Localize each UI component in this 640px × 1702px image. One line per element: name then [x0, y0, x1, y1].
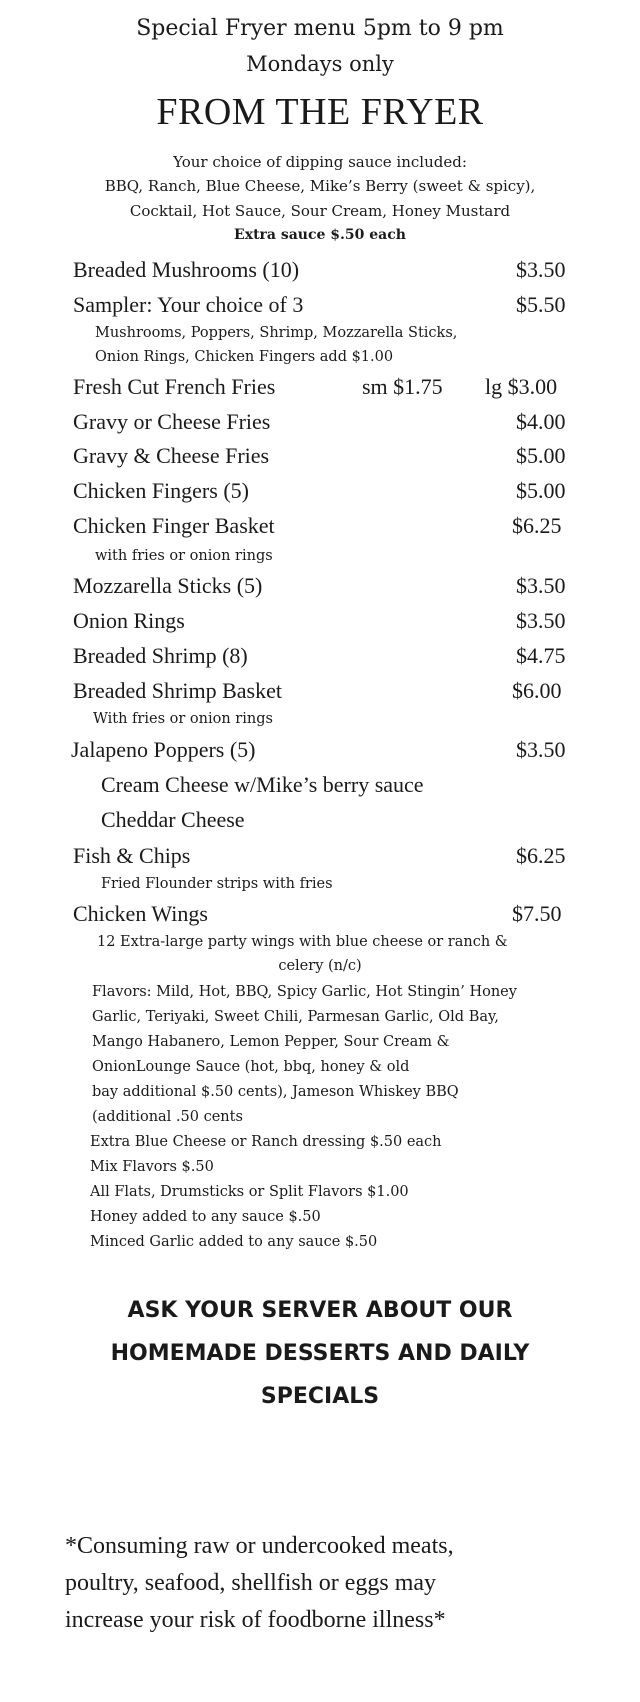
item-name: Onion Rings [73, 608, 185, 633]
item-name: Fresh Cut French Fries [73, 374, 276, 399]
item-name: Chicken Finger Basket [73, 513, 275, 538]
item-price: $4.75 [516, 643, 566, 668]
item-price: $7.50 [512, 901, 562, 926]
flavor-line: (additional .50 cents [92, 1109, 243, 1125]
flavor-line: bay additional $.50 cents), Jameson Whiskey BBQ [92, 1084, 459, 1100]
item-name: Breaded Mushrooms (10) [73, 257, 300, 282]
item-note: With fries or onion rings [93, 711, 273, 727]
item-name: Chicken Fingers (5) [73, 478, 249, 503]
item-price-large: lg $3.00 [485, 374, 558, 399]
page-title: FROM THE FRYER [156, 91, 484, 133]
health-warning: *Consuming raw or undercooked meats, [65, 1533, 454, 1559]
extra-sauce: Extra sauce $.50 each [234, 227, 406, 243]
flavor-line: Garlic, Teriyaki, Sweet Chili, Parmesan Garlic, Old Bay, [92, 1009, 499, 1025]
flavor-line: Mix Flavors $.50 [90, 1159, 214, 1175]
item-name: Fish & Chips [73, 843, 191, 868]
item-price: $3.50 [516, 257, 566, 282]
item-note: 12 Extra-large party wings with blue cheese or ranch & [97, 934, 508, 950]
flavor-line: All Flats, Drumsticks or Split Flavors $1.00 [90, 1184, 409, 1200]
menu-hours: Special Fryer menu 5pm to 9 pm [136, 16, 504, 41]
item-name: Breaded Shrimp (8) [73, 643, 248, 668]
item-price: $3.50 [516, 737, 566, 762]
sauce-list-2: Cocktail, Hot Sauce, Sour Cream, Honey Mustard [129, 202, 511, 220]
item-note: with fries or onion rings [95, 548, 273, 564]
item-price-small: sm $1.75 [362, 374, 443, 399]
item-name: Sampler: Your choice of 3 [73, 292, 304, 317]
ask-server-line: ASK YOUR SERVER ABOUT OUR [127, 1298, 513, 1323]
item-note: Onion Rings, Chicken Fingers add $1.00 [95, 349, 394, 365]
item-option: Cream Cheese w/Mike’s berry sauce [101, 772, 424, 797]
item-price: $5.00 [516, 443, 566, 468]
item-name: Gravy & Cheese Fries [73, 443, 270, 468]
item-name: Breaded Shrimp Basket [73, 678, 282, 703]
item-note: Mushrooms, Poppers, Shrimp, Mozzarella Sticks, [95, 325, 458, 341]
item-price: $6.25 [516, 843, 566, 868]
item-price: $6.25 [512, 513, 562, 538]
item-price: $3.50 [516, 573, 566, 598]
flavor-line: Mango Habanero, Lemon Pepper, Sour Cream & [92, 1034, 450, 1050]
item-price: $6.00 [512, 678, 562, 703]
flavor-line: Honey added to any sauce $.50 [90, 1209, 321, 1225]
flavor-line: OnionLounge Sauce (hot, bbq, honey & old [92, 1059, 410, 1075]
item-name: Jalapeno Poppers (5) [71, 737, 256, 762]
item-price: $4.00 [516, 409, 566, 434]
ask-server-line: SPECIALS [260, 1384, 380, 1409]
ask-server-line: HOMEMADE DESSERTS AND DAILY [110, 1341, 530, 1366]
item-price: $5.00 [516, 478, 566, 503]
flavor-line: Extra Blue Cheese or Ranch dressing $.50 each [90, 1134, 442, 1150]
menu-day: Mondays only [246, 52, 394, 76]
item-option: Cheddar Cheese [101, 807, 245, 832]
item-name: Mozzarella Sticks (5) [73, 573, 263, 598]
health-warning: increase your risk of foodborne illness* [65, 1607, 446, 1633]
item-price: $3.50 [516, 608, 566, 633]
flavor-line: Flavors: Mild, Hot, BBQ, Spicy Garlic, Hot Stingin’ Honey [92, 984, 517, 1000]
item-price: $5.50 [516, 292, 566, 317]
item-name: Chicken Wings [73, 901, 208, 926]
item-name: Gravy or Cheese Fries [73, 409, 271, 434]
health-warning: poultry, seafood, shellfish or eggs may [65, 1570, 437, 1596]
sauce-intro: Your choice of dipping sauce included: [173, 153, 467, 171]
flavor-line: Minced Garlic added to any sauce $.50 [90, 1234, 378, 1250]
sauce-list-1: BBQ, Ranch, Blue Cheese, Mike’s Berry (sweet & spicy), [104, 177, 536, 195]
item-note: celery (n/c) [278, 958, 362, 974]
item-note: Fried Flounder strips with fries [101, 876, 333, 892]
